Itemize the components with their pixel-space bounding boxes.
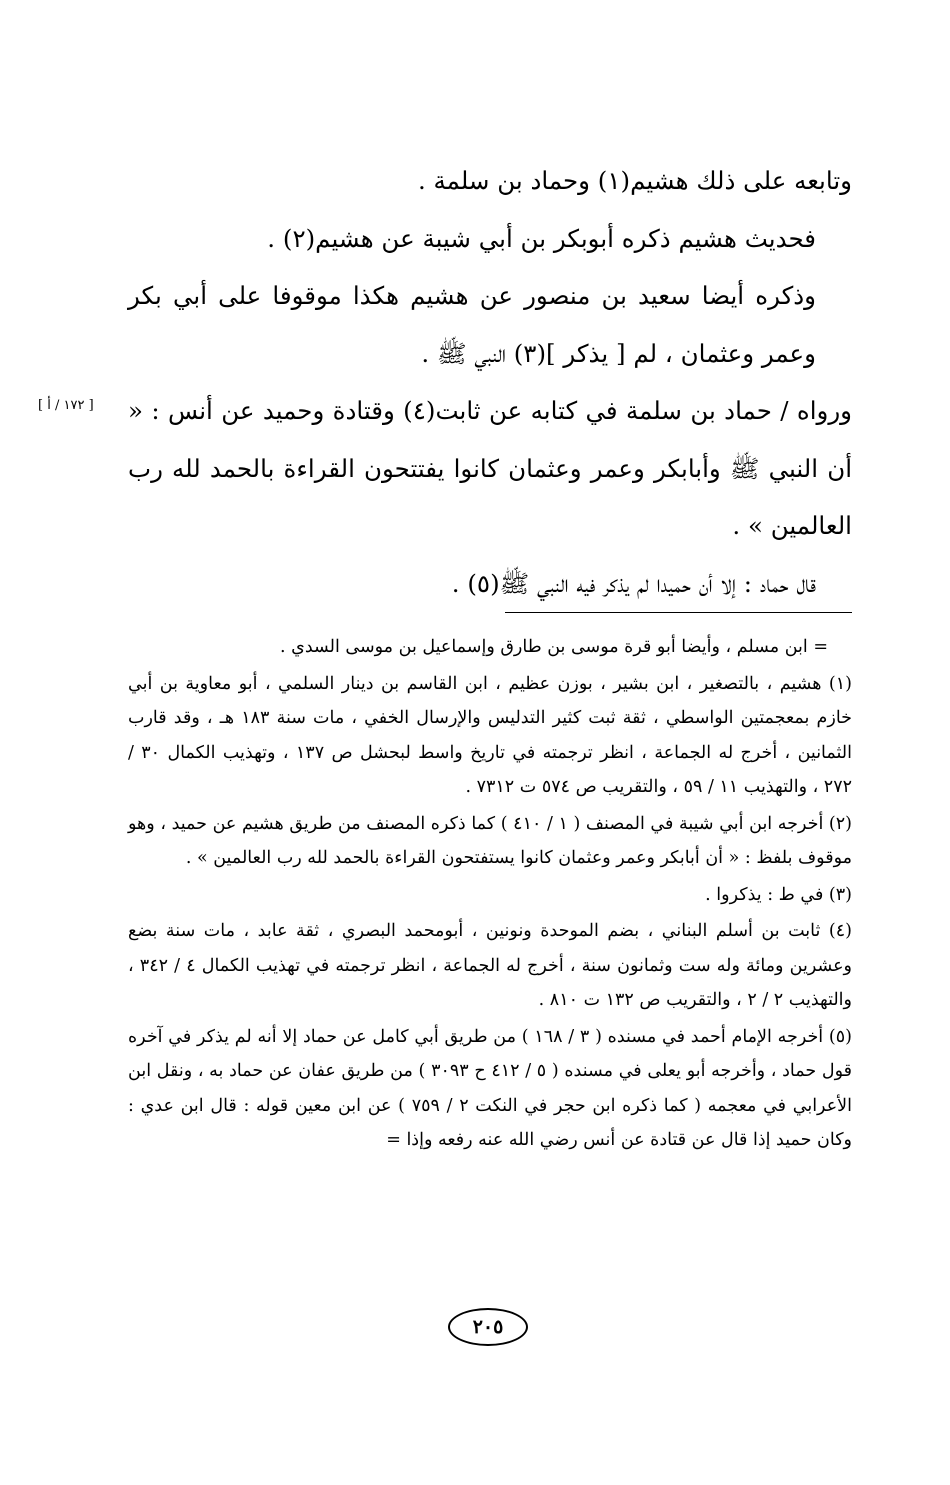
manuscript-folio-marker: [ ١٧٢ / أ ] [38, 398, 94, 413]
main-paragraph-4: ورواه / حماد بن سلمة في كتابه عن ثابت(٤) وقتادة وحميد عن أنس : « أن النبي ﷺ وأبابكر وعمر وعثمان كانوا يفتتحون القراءة بالحمد لله رب العالمين » . [128, 396, 852, 540]
footnote-1: (١) هشيم ، بالتصغير ، ابن بشير ، بوزن عظيم ، ابن القاسم بن دينار السلمي ، أبو معاوية بن أبي خازم بمعجمتين الواسطي ، ثقة ثبت كثير التدليس والإرسال الخفي ، مات سنة ١٨٣ هـ ، وقد قارب الثمانين ، أخرج له الجماعة ، انظر ترجمته في تاريخ واسط لبحشل ص ١٣٧ ، وتهذيب الكمال ٣٠ / ٢٧٢ ، والتهذيب ١١ / ٥٩ ، والتقريب ص ٥٧٤ ت ٧٣١٢ . [128, 673, 852, 797]
page-number: ٢٠٥ [448, 1308, 528, 1346]
footnote-3: (٣) في ط : يذكروا . [705, 884, 852, 905]
footnote-2: (٢) أخرجه ابن أبي شيبة في المصنف ( ١ / ٤١٠ ) كما ذكره المصنف من طريق هشيم عن حميد ، وهو موقوف بلفظ : « أن أبابكر وعمر وعثمان كانوا يستفتحون القراءة بالحمد لله رب العالمين » . [128, 813, 852, 868]
main-text [128, 152, 852, 612]
footnote-continuation: = ابن مسلم ، وأيضا أبو قرة موسى بن طارق وإسماعيل بن موسى السدي . [280, 637, 828, 657]
footnote-5: (٥) أخرجه الإمام أحمد في مسنده ( ٣ / ١٦٨ ) من طريق أبي كامل عن حماد إلا أنه لم يذكر في آخره قول حماد ، وأخرجه أبو يعلى في مسنده ( ٥ / ٤١٢ ح ٣٠٩٣ ) من طريق عفان عن حماد به ، ونقل ابن الأعرابي في معجمه ( كما ذكره ابن حجر في النكت ٢ / ٧٥٩ ) عن ابن معين قوله : قال ابن عدي : وكان حميد إذا قال عن قتادة عن أنس رضي الله عنه رفعه وإذا = [128, 1026, 853, 1150]
footnote-separator [505, 612, 852, 613]
main-paragraph-1: وتابعه على ذلك هشيم(١) وحماد بن سلمة . [417, 166, 852, 195]
footnotes [128, 630, 852, 1158]
main-paragraph-5: قال حماد : إلا أن حميدا لم يذكر فيه النبي ﷺ(٥) . [451, 568, 816, 598]
main-paragraph-3: وذكره أيضا سعيد بن منصور عن هشيم هكذا موقوفا على أبي بكر وعمر وعثمان ، لم [ يذكر ](٣) النبي ﷺ . [128, 281, 816, 368]
footnote-4: (٤) ثابت بن أسلم البناني ، بضم الموحدة ونونين ، أبومحمد البصري ، ثقة عابد ، مات سنة بضع وعشرين ومائة وله ست وثمانون سنة ، أخرج له الجماعة ، انظر ترجمته في تهذيب الكمال ٤ / ٣٤٢ ، والتهذيب ٢ / ٢ ، والتقريب ص ١٣٢ ت ٨١٠ . [128, 921, 852, 1010]
main-paragraph-2: فحديث هشيم ذكره أبوبكر بن أبي شيبة عن هشيم(٢) . [267, 223, 816, 253]
